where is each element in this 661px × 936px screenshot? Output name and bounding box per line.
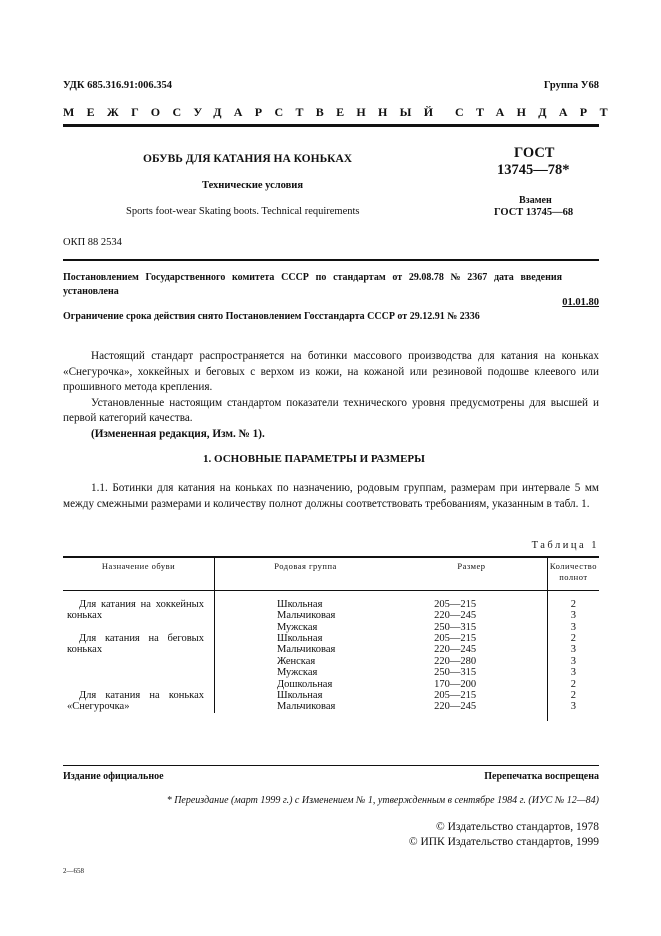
size-cell: 220—245 (396, 644, 547, 655)
column-header: Размер (396, 557, 547, 590)
table-spacer (63, 713, 599, 721)
group-cell: Школьная (276, 633, 323, 645)
limit-text: Ограничение срока действия снято Постановлением Госстандарта СССР от 29.12.91 № 2336 (63, 311, 480, 322)
widths-cell: 3 (570, 644, 577, 656)
decree-text: Постановлением Государственного комитета СССР по стандартам от 29.08.78 № 2367 дата введения (63, 272, 563, 283)
print-code: 2—658 (63, 867, 84, 875)
divider (63, 765, 599, 766)
purpose-cell: Для катания на хоккейных коньках (63, 590, 214, 633)
purpose-cell: Для катания на беговых коньках (63, 633, 214, 679)
widths-cell: 3 (570, 667, 577, 679)
table-caption: Таблица 1 (531, 540, 599, 551)
paragraph: Установленные настоящим стандартом показатели технического уровня предусмотрены для высшей и первой категорий качества. (63, 396, 599, 424)
section-heading: 1. ОСНОВНЫЕ ПАРАМЕТРЫ И РАЗМЕРЫ (203, 453, 425, 465)
gost-label: ГОСТ (514, 145, 555, 161)
group-cell: Мужская (276, 667, 318, 679)
official-edition: Издание официальное (63, 771, 164, 782)
paragraph: Настоящий стандарт распространяется на ботинки массового производства для катания на коньках «Снегурочка», хоккейных и беговых с верхом из кожи, на кожаной или резиновой подошве клеевого или прошивного метода крепления. (63, 350, 599, 393)
column-header: Назначение обуви (63, 557, 214, 590)
group-cell: Мужская (276, 621, 318, 633)
group-cell: Дошкольная (276, 678, 333, 690)
widths-cell: 3 (570, 610, 577, 622)
banner-right: СТАНДАРТ (455, 105, 620, 119)
size-cell: 220—280 (396, 656, 547, 667)
table-row (63, 679, 599, 690)
doc-title: ОБУВЬ ДЛЯ КАТАНИЯ НА КОНЬКАХ (143, 153, 353, 165)
group-code: Группа У68 (543, 80, 599, 91)
amendment-note: (Измененная редакция, Изм. № 1). (91, 427, 265, 440)
banner-left: МЕЖГОСУДАРСТВЕННЫЙ (63, 105, 446, 119)
group-cell: Школьная (276, 690, 323, 702)
copyright: © Издательство стандартов, 1978 (435, 821, 599, 833)
english-title: Sports foot-wear Skating boots. Technical requirements (126, 206, 360, 217)
sizes-table (63, 556, 599, 721)
divider (63, 124, 599, 127)
size-cell: 205—215 (396, 633, 547, 644)
size-cell: 250—315 (396, 667, 547, 678)
group-cell: Женская (276, 655, 316, 667)
size-cell: 250—315 (396, 622, 547, 633)
widths-cell: 2 (570, 690, 577, 702)
group-cell: Школьная (276, 598, 323, 610)
size-cell: 205—215 (396, 690, 547, 701)
no-reprint: Перепечатка воспрещена (484, 771, 599, 782)
udk-code: УДК 685.316.91:006.354 (63, 80, 172, 91)
doc-subtitle: Технические условия (202, 180, 304, 191)
gost-number: 13745—78* (497, 162, 570, 178)
group-cell: Мальчиковая (276, 644, 336, 656)
widths-cell: 2 (570, 633, 577, 645)
divider (63, 259, 599, 261)
body-text (63, 349, 599, 442)
column-header: Родовая группа (214, 557, 396, 590)
replaces-label: Взамен (519, 195, 552, 206)
widths-cell: 2 (570, 678, 577, 690)
table-row (63, 590, 599, 610)
group-cell: Мальчиковая (276, 610, 336, 622)
decree-text-2: установлена (63, 286, 119, 297)
column-header: Количество полнот (547, 557, 599, 590)
widths-cell: 3 (570, 621, 577, 633)
copyright: © ИПК Издательство стандартов, 1999 (408, 836, 599, 848)
effective-date: 01.01.80 (562, 297, 599, 308)
size-cell: 170—200 (396, 679, 547, 690)
widths-cell: 3 (570, 655, 577, 667)
widths-cell: 3 (570, 701, 577, 713)
replaces-standard: ГОСТ 13745—68 (494, 207, 574, 218)
table-row (63, 633, 599, 644)
purpose-cell: Для катания на коньках «Снегурочка» (63, 679, 214, 713)
widths-cell: 2 (570, 598, 577, 610)
okp-code: ОКП 88 2534 (63, 237, 122, 248)
reissue-note: * Переиздание (март 1999 г.) с Изменением № 1, утвержденным в сентябре 1984 г. (ИУС № 12—84) (166, 795, 599, 806)
size-cell: 220—245 (396, 701, 547, 712)
size-cell: 220—245 (396, 610, 547, 621)
group-cell: Мальчиковая (276, 701, 336, 713)
paragraph: 1.1. Ботинки для катания на коньках по назначению, родовым группам, размерам при интервале 5 мм между смежными размерами и количеству полнот должны соответствовать требованиям, указанным в табл. 1. (63, 482, 599, 510)
body-text (63, 481, 599, 512)
size-cell: 205—215 (396, 590, 547, 610)
